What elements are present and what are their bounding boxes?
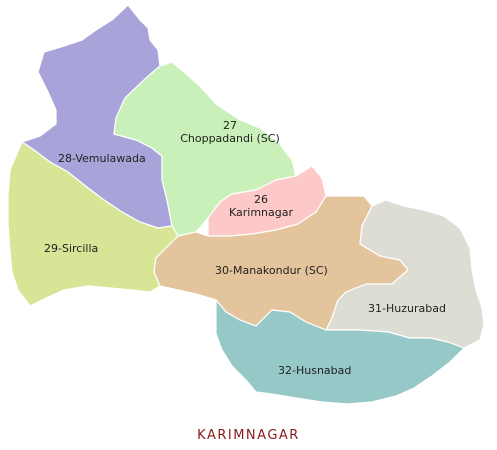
label-choppadandi-number: 27: [223, 119, 237, 132]
label-karimnagar: [226, 193, 296, 219]
label-choppadandi: [170, 119, 290, 145]
map-title: KARIMNAGAR: [197, 428, 300, 443]
label-huzurabad: 31-Huzurabad: [368, 302, 446, 315]
label-manakondur: 30-Manakondur (SC): [215, 264, 328, 277]
label-karimnagar-number: 26: [254, 193, 268, 206]
label-vemulawada: 28-Vemulawada: [58, 152, 146, 165]
label-sircilla: 29-Sircilla: [44, 242, 99, 255]
label-karimnagar-name: Karimnagar: [228, 206, 293, 219]
label-husnabad: 32-Husnabad: [278, 364, 352, 377]
label-choppadandi-name: Choppadandi (SC): [180, 132, 280, 145]
